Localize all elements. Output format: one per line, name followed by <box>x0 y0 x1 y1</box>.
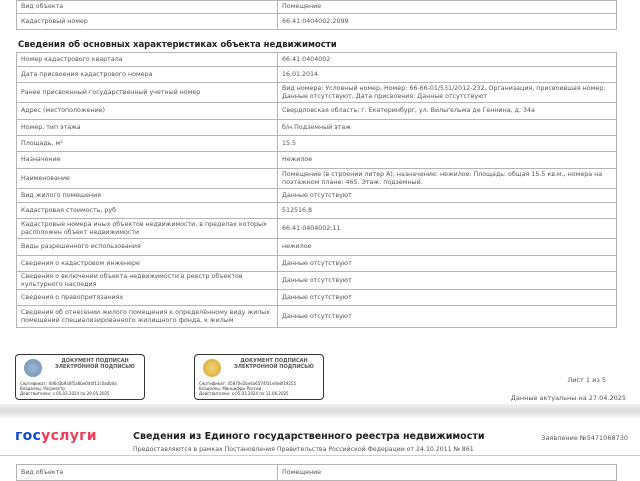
section-title: Сведения об основных характеристиках объекта недвижимости <box>18 40 337 50</box>
value: 66:41:0404002:11 <box>278 219 617 239</box>
label: Виды разрешенного использования <box>17 239 278 256</box>
table-row <box>17 67 617 83</box>
value: Помещение <box>278 465 617 481</box>
actual-date: Данные актуальны на 27.04.2025 <box>510 394 626 402</box>
value: Данные отсутствуют <box>278 306 617 328</box>
label: Кадастровые номера иных объектов недвижимости, в пределах которых расположен объект недвижимости <box>17 219 278 239</box>
label: Сведения о правопритязаниях <box>17 290 278 306</box>
table-row <box>17 219 617 239</box>
table-row <box>17 53 617 67</box>
label: Кадастровая стоимость, руб <box>17 203 278 219</box>
table-row <box>17 256 617 272</box>
table-row <box>17 83 617 103</box>
table-row <box>17 152 617 169</box>
value: Данные отсутствуют <box>278 290 617 306</box>
label: Площадь, м² <box>17 136 278 152</box>
page-number: Лист 1 из 5 <box>567 376 606 384</box>
gosuslugi-logo: госуслуги <box>15 428 97 444</box>
label: Назначение <box>17 152 278 169</box>
value: 15.5 <box>278 136 617 152</box>
value: Данные отсутствуют <box>278 189 617 203</box>
signature-stamp-rosreestr: ДОКУМЕНТ ПОДПИСАН ЭЛЕКТРОННОЙ ПОДПИСЬЮ Сертификат: 4d6d3b9a0f5a6be0d4f11c0a0b4a Владелец: Росреестр Действителен: с 05.03.2024 по 29.05.2025 <box>15 354 145 400</box>
label: Наименование <box>17 169 278 189</box>
characteristics-table <box>16 52 617 328</box>
label: Сведения об отнесении жилого помещения к определённому виду жилых помещений специализированного жилищного фонда, к жилым <box>17 306 278 328</box>
table-row <box>17 189 617 203</box>
object-table-top <box>16 0 617 30</box>
label: Номер, тип этажа <box>17 120 278 136</box>
label: Ранее присвоенный государственный учетный номер <box>17 83 278 103</box>
table-row <box>17 169 617 189</box>
table-row <box>17 136 617 152</box>
coat-of-arms-icon <box>203 359 221 377</box>
table-row <box>17 239 617 256</box>
value: Помещение <box>278 1 617 14</box>
value: Данные отсутствуют <box>278 256 617 272</box>
signature-stamp-mincifry: ДОКУМЕНТ ПОДПИСАН ЭЛЕКТРОННОЙ ПОДПИСЬЮ Сертификат: 45870e2be4a6574f31e4e8f19255 Владелец: Минцифры России Действителен: с 05.03.2024 по 11.06.2025 <box>194 354 324 400</box>
value: 66:41:0404002 <box>278 53 617 67</box>
value: 66:41:0404002:2099 <box>278 14 617 30</box>
table-row <box>17 120 617 136</box>
value: нежилое <box>278 239 617 256</box>
object-table-bottom <box>16 464 617 481</box>
table-row <box>17 103 617 120</box>
table-row <box>17 203 617 219</box>
page-separator <box>0 404 640 418</box>
emblem-icon <box>24 359 42 377</box>
table-row <box>17 290 617 306</box>
value: 16.01.2014 <box>278 67 617 83</box>
label: Вид жилого помещения <box>17 189 278 203</box>
label: Вид объекта <box>17 465 278 481</box>
value: 512516.8 <box>278 203 617 219</box>
table-row <box>17 272 617 290</box>
label: Номер кадастрового квартала <box>17 53 278 67</box>
table-row <box>17 306 617 328</box>
label: Дата присвоения кадастрового номера <box>17 67 278 83</box>
value: Вид номера: Условный номер, Номер: 66-66-01/531/2012-232, Организация, присвоившая номер: Данные отсутствуют, Дата присвоения: Данные отсутствуют <box>278 83 617 103</box>
header-divider <box>0 455 640 456</box>
label: Кадастровый номер <box>17 14 278 30</box>
request-number: Заявление №5471068730 <box>541 434 628 442</box>
label: Сведения о кадастровом инженере <box>17 256 278 272</box>
document-title: Сведения из Единого государственного реестра недвижимости <box>133 431 485 442</box>
value: Помещение (в строении литер А), назначение: нежилое. Площадь: общая 15.5 кв.м., номера на поэтажном плане: 465. Этаж: подземный. <box>278 169 617 189</box>
label: Адрес (местоположение) <box>17 103 278 120</box>
value: Свердловская область, г. Екатеринбург, ул. Вильгельма де Геннина, д. 34а <box>278 103 617 120</box>
value: б/н Подземный этаж <box>278 120 617 136</box>
label: Сведения о включении объекта недвижимости в реестр объектов культурного наследия <box>17 272 278 290</box>
document-subtitle: Предоставляются в рамках Постановления Правительства Российской Федерации от 24.10.2011 № 861 <box>133 446 474 453</box>
value: Данные отсутствуют <box>278 272 617 290</box>
label: Вид объекта <box>17 1 278 14</box>
value: Нежилое <box>278 152 617 169</box>
